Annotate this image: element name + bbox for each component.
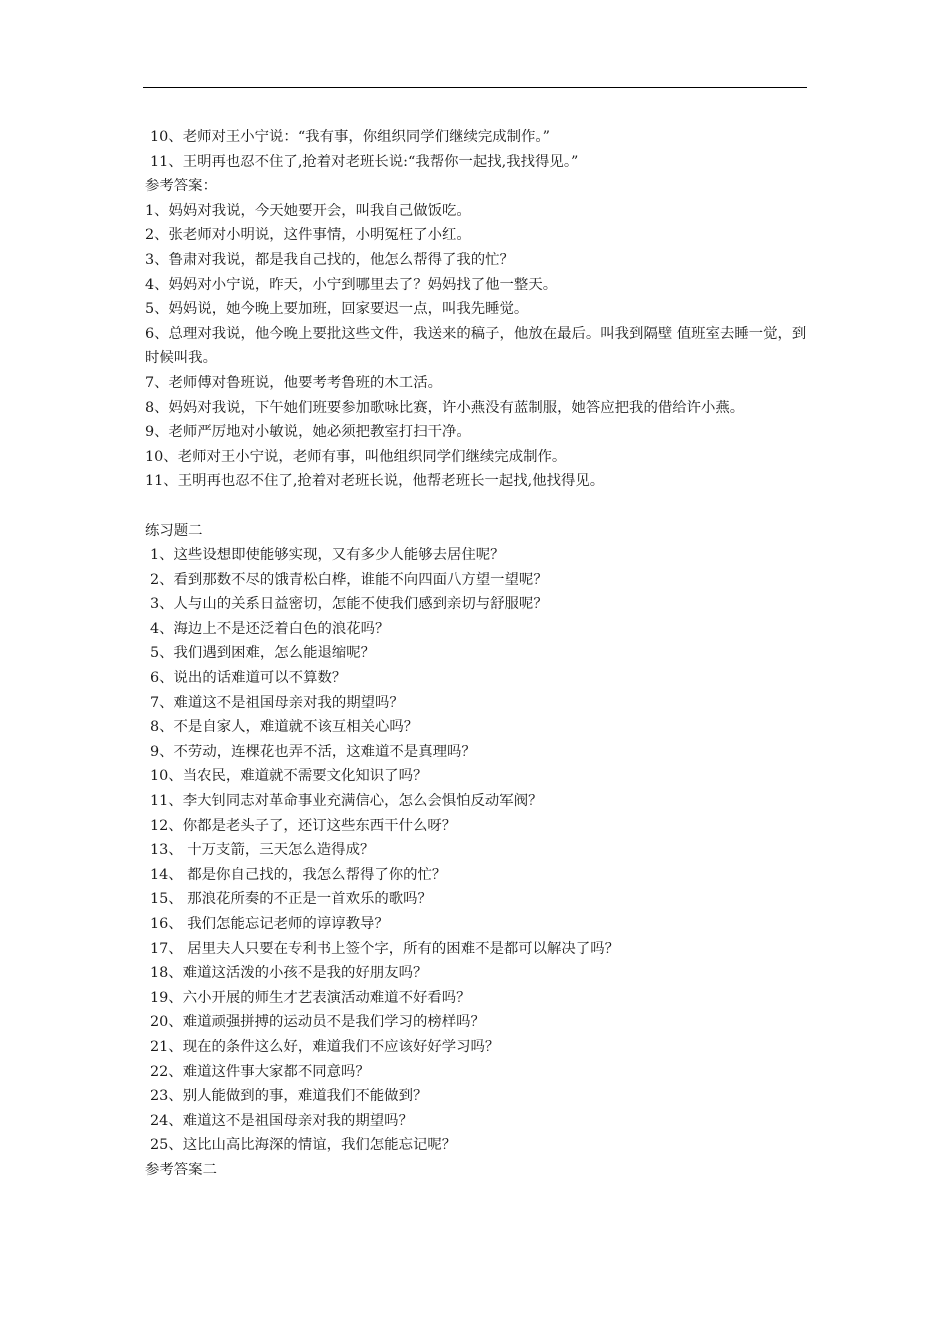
list-item: 11、李大钊同志对革命事业充满信心，怎么会惧怕反动军阀？ — [150, 793, 543, 810]
list-item: 18、难道这活泼的小孩不是我的好朋友吗？ — [150, 965, 428, 982]
list-item: 14、 都是你自己找的，我怎么帮得了你的忙？ — [150, 866, 447, 883]
list-item: 24、难道这不是祖国母亲对我的期望吗？ — [150, 1112, 413, 1129]
list-item: 2、张老师对小明说，这件事情，小明冤枉了小红。 — [145, 227, 471, 244]
list-item: 8、不是自家人，难道就不该互相关心吗？ — [150, 719, 419, 736]
list-item: 15、 那浪花所奏的不正是一首欢乐的歌吗？ — [150, 891, 432, 908]
answers1-heading: 参考答案： — [145, 178, 217, 195]
list-item: 21、现在的条件这么好，难道我们不应该好好学习吗？ — [150, 1038, 500, 1055]
header-rule — [143, 87, 807, 88]
list-item: 10、当农民，难道就不需要文化知识了吗？ — [150, 768, 428, 785]
exercise2-heading: 练习题二 — [145, 522, 203, 539]
list-item: 6、说出的话难道可以不算数？ — [150, 670, 347, 687]
list-item: 19、六小开展的师生才艺表演活动难道不好看吗？ — [150, 989, 471, 1006]
list-item: 11、王明再也忍不住了,抢着对老班长说，他帮老班长一起找,他找得见。 — [145, 473, 605, 490]
list-item: 10、老师对王小宁说：“我有事，你组织同学们继续完成制作。” — [150, 129, 550, 145]
list-item: 7、老师傅对鲁班说，他要考考鲁班的木工活。 — [145, 374, 442, 391]
exercise1-tail — [145, 125, 810, 174]
list-item: 5、我们遇到困难，怎么能退缩呢？ — [150, 645, 376, 662]
exercise2-list — [145, 543, 810, 1158]
list-item: 6、总理对我说，他今晚上要批这些文件，我送来的稿子，他放在最后。叫我到隔壁 值班室去睡一觉，到时候叫我。 — [145, 325, 807, 367]
list-item: 16、 我们怎能忘记老师的谆谆教导？ — [150, 916, 389, 932]
list-item: 4、妈妈对小宁说，昨天，小宁到哪里去了？妈妈找了他一整天。 — [145, 276, 558, 293]
list-item: 11、王明再也忍不住了,抢着对老班长说:“我帮你一起找,我找得见。” — [150, 153, 579, 170]
list-item: 4、海边上不是还泛着白色的浪花吗？ — [150, 620, 390, 637]
list-item: 3、鲁肃对我说，都是我自己找的，他怎么帮得了我的忙？ — [145, 251, 514, 268]
list-item: 9、不劳动，连棵花也弄不活，这难道不是真理吗？ — [150, 743, 476, 760]
list-item: 8、妈妈对我说，下午她们班要参加歌咏比赛，许小燕没有蓝制服，她答应把我的借给许小燕。 — [145, 399, 745, 416]
list-item: 13、 十万支箭，三天怎么造得成？ — [150, 842, 375, 859]
list-item: 1、这些设想即使能够实现，又有多少人能够去居住呢？ — [150, 547, 505, 564]
list-item: 9、老师严厉地对小敏说，她必须把教室打扫干净。 — [145, 424, 471, 441]
answers1-list — [145, 199, 810, 494]
list-item: 7、难道这不是祖国母亲对我的期望吗？ — [150, 694, 404, 711]
list-item: 22、难道这件事大家都不同意吗？ — [150, 1063, 370, 1080]
list-item: 23、别人能做到的事，难道我们不能做到？ — [150, 1088, 428, 1105]
document-body — [145, 125, 810, 1183]
list-item: 25、这比山高比海深的情谊，我们怎能忘记呢？ — [150, 1137, 457, 1154]
list-item: 5、妈妈说，她今晚上要加班，回家要迟一点，叫我先睡觉。 — [145, 301, 529, 318]
list-item: 1、妈妈对我说，今天她要开会，叫我自己做饭吃。 — [145, 202, 471, 219]
answers2-heading: 参考答案二 — [145, 1161, 217, 1178]
list-item: 10、老师对王小宁说，老师有事，叫他组织同学们继续完成制作。 — [145, 448, 567, 465]
list-item: 3、人与山的关系日益密切，怎能不使我们感到亲切与舒服呢？ — [150, 596, 548, 613]
blank-line — [145, 494, 810, 519]
list-item: 12、你都是老头子了，还订这些东西干什么呀？ — [150, 817, 457, 834]
list-item: 20、难道顽强拼搏的运动员不是我们学习的榜样吗？ — [150, 1014, 485, 1031]
list-item: 17、 居里夫人只要在专利书上签个字，所有的困难不是都可以解决了吗？ — [150, 940, 619, 957]
list-item: 2、看到那数不尽的饿青松白桦，谁能不向四面八方望一望呢？ — [150, 571, 548, 588]
